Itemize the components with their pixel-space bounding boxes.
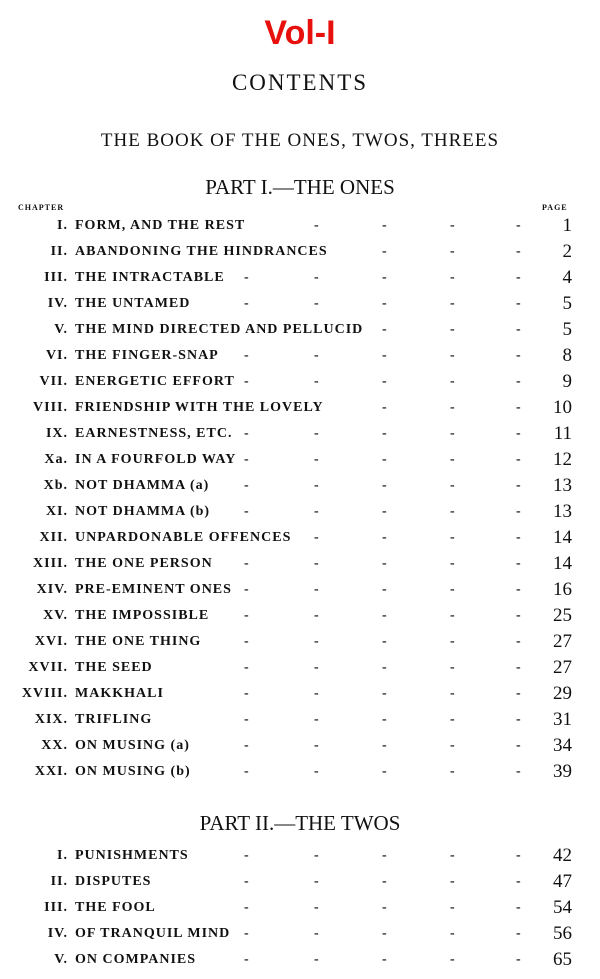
- leader-dash: -: [450, 764, 456, 779]
- leader-dash: -: [516, 874, 522, 889]
- page-number: 1: [562, 215, 572, 236]
- leader-dash: -: [382, 218, 388, 233]
- chapter-column-label: CHAPTER: [18, 203, 65, 212]
- leader-dash: -: [244, 874, 250, 889]
- leader-dash: -: [314, 218, 320, 233]
- leader-dash: -: [516, 322, 522, 337]
- toc-entry: [0, 897, 600, 926]
- toc-entry: [0, 371, 600, 400]
- leader-dash: -: [516, 952, 522, 967]
- chapter-number: XIV.: [36, 582, 68, 597]
- leader-dash: -: [516, 582, 522, 597]
- toc-entry: [0, 449, 600, 478]
- chapter-title: MAKKHALI: [75, 686, 164, 701]
- leader-dash: -: [382, 926, 388, 941]
- leader-dash: -: [244, 764, 250, 779]
- page-number: 56: [553, 923, 572, 944]
- leader-dash: -: [314, 952, 320, 967]
- leader-dash: -: [450, 322, 456, 337]
- leader-dash: -: [382, 374, 388, 389]
- leader-dash: -: [382, 952, 388, 967]
- leader-dash: -: [382, 608, 388, 623]
- part-title: PART I.—THE ONES: [205, 175, 395, 199]
- leader-dash: -: [450, 738, 456, 753]
- leader-dash: -: [244, 848, 250, 863]
- chapter-title: TRIFLING: [75, 712, 153, 727]
- leader-dash: -: [314, 478, 320, 493]
- toc-entry: [0, 345, 600, 374]
- leader-dash: -: [516, 504, 522, 519]
- leader-dash: -: [450, 874, 456, 889]
- leader-dash: -: [244, 348, 250, 363]
- leader-dash: -: [382, 848, 388, 863]
- leader-dash: -: [450, 296, 456, 311]
- page-number: 29: [553, 683, 572, 704]
- page-number: 8: [562, 345, 572, 366]
- leader-dash: -: [516, 712, 522, 727]
- chapter-title: THE INTRACTABLE: [75, 270, 225, 285]
- leader-dash: -: [450, 712, 456, 727]
- leader-dash: -: [314, 686, 320, 701]
- leader-dash: -: [450, 426, 456, 441]
- toc-entry: [0, 319, 600, 348]
- leader-dash: -: [314, 296, 320, 311]
- chapter-number: Xb.: [43, 478, 68, 493]
- leader-dash: -: [516, 738, 522, 753]
- leader-dash: -: [314, 848, 320, 863]
- chapter-number: XVII.: [28, 660, 68, 675]
- toc-entry: [0, 501, 600, 530]
- chapter-title: THE UNTAMED: [75, 296, 191, 311]
- chapter-number: VIII.: [33, 400, 68, 415]
- leader-dash: -: [314, 374, 320, 389]
- leader-dash: -: [450, 686, 456, 701]
- leader-dash: -: [516, 634, 522, 649]
- chapter-number: XII.: [39, 530, 68, 545]
- page-number: 34: [553, 735, 572, 756]
- leader-dash: -: [382, 712, 388, 727]
- leader-dash: -: [450, 900, 456, 915]
- leader-dash: -: [516, 348, 522, 363]
- toc-entry: [0, 527, 600, 556]
- leader-dash: -: [244, 374, 250, 389]
- leader-dash: -: [516, 400, 522, 415]
- contents-heading: CONTENTS: [231, 70, 369, 95]
- leader-dash: -: [382, 634, 388, 649]
- leader-dash: -: [450, 608, 456, 623]
- chapter-number: XV.: [43, 608, 68, 623]
- toc-entry: [0, 293, 600, 322]
- leader-dash: -: [450, 374, 456, 389]
- leader-dash: -: [244, 504, 250, 519]
- leader-dash: -: [382, 426, 388, 441]
- leader-dash: -: [450, 452, 456, 467]
- leader-dash: -: [244, 926, 250, 941]
- page-number: 25: [553, 605, 572, 626]
- page-number: 14: [553, 553, 572, 574]
- chapter-number: III.: [44, 900, 68, 915]
- chapter-number: V.: [54, 952, 68, 967]
- chapter-title: IN A FOURFOLD WAY: [75, 452, 237, 467]
- page-number: 42: [553, 845, 572, 866]
- chapter-number: XVIII.: [21, 686, 68, 701]
- chapter-title: EARNESTNESS, ETC.: [75, 426, 233, 441]
- toc-entry: [0, 871, 600, 900]
- leader-dash: -: [516, 244, 522, 259]
- leader-dash: -: [516, 926, 522, 941]
- leader-dash: -: [516, 426, 522, 441]
- leader-dash: -: [450, 634, 456, 649]
- leader-dash: -: [382, 738, 388, 753]
- toc-entry: [0, 475, 600, 504]
- chapter-number: IX.: [45, 426, 68, 441]
- leader-dash: -: [516, 478, 522, 493]
- toc-entry: [0, 423, 600, 452]
- chapter-number: I.: [57, 218, 68, 233]
- leader-dash: -: [244, 452, 250, 467]
- leader-dash: -: [516, 764, 522, 779]
- leader-dash: -: [382, 556, 388, 571]
- page-number: 10: [553, 397, 572, 418]
- toc-entry: [0, 579, 600, 608]
- leader-dash: -: [450, 660, 456, 675]
- toc-entry: [0, 735, 600, 764]
- page-number: 27: [553, 657, 572, 678]
- toc-entry: [0, 553, 600, 582]
- chapter-title: DISPUTES: [75, 874, 152, 889]
- page-number: 13: [553, 475, 572, 496]
- leader-dash: -: [314, 426, 320, 441]
- toc-entry: [0, 923, 600, 952]
- toc-entry: [0, 845, 600, 874]
- leader-dash: -: [244, 952, 250, 967]
- page-number: 11: [553, 423, 572, 444]
- volume-label: Vol-I: [264, 14, 336, 52]
- page-column-label: PAGE: [542, 203, 568, 212]
- chapter-number: XVI.: [34, 634, 68, 649]
- leader-dash: -: [516, 530, 522, 545]
- leader-dash: -: [516, 296, 522, 311]
- toc-entry: [0, 949, 600, 978]
- leader-dash: -: [450, 400, 456, 415]
- book-title: THE BOOK OF THE ONES, TWOS, THREES: [100, 130, 500, 151]
- leader-dash: -: [516, 556, 522, 571]
- leader-dash: -: [314, 712, 320, 727]
- page-number: 27: [553, 631, 572, 652]
- leader-dash: -: [314, 530, 320, 545]
- leader-dash: -: [244, 296, 250, 311]
- toc-entry: [0, 397, 600, 426]
- leader-dash: -: [450, 478, 456, 493]
- leader-dash: -: [382, 478, 388, 493]
- leader-dash: -: [244, 426, 250, 441]
- leader-dash: -: [244, 738, 250, 753]
- chapter-title: THE ONE PERSON: [75, 556, 213, 571]
- leader-dash: -: [450, 530, 456, 545]
- page-number: 13: [553, 501, 572, 522]
- leader-dash: -: [314, 452, 320, 467]
- chapter-number: Xa.: [44, 452, 68, 467]
- leader-dash: -: [450, 348, 456, 363]
- chapter-number: I.: [57, 848, 68, 863]
- leader-dash: -: [244, 478, 250, 493]
- leader-dash: -: [382, 764, 388, 779]
- leader-dash: -: [382, 900, 388, 915]
- page-number: 2: [562, 241, 572, 262]
- leader-dash: -: [516, 270, 522, 285]
- leader-dash: -: [450, 582, 456, 597]
- chapter-title: ON MUSING (b): [75, 764, 191, 779]
- leader-dash: -: [314, 582, 320, 597]
- chapter-title: ON MUSING (a): [75, 738, 190, 753]
- leader-dash: -: [382, 504, 388, 519]
- chapter-number: II.: [50, 244, 68, 259]
- chapter-title: FORM, AND THE REST: [75, 218, 246, 233]
- leader-dash: -: [314, 738, 320, 753]
- leader-dash: -: [382, 686, 388, 701]
- leader-dash: -: [314, 504, 320, 519]
- leader-dash: -: [314, 634, 320, 649]
- leader-dash: -: [450, 952, 456, 967]
- leader-dash: -: [244, 556, 250, 571]
- page-number: 47: [553, 871, 572, 892]
- leader-dash: -: [314, 348, 320, 363]
- chapter-title: THE FOOL: [75, 900, 156, 915]
- page-number: 12: [553, 449, 572, 470]
- leader-dash: -: [516, 374, 522, 389]
- chapter-title: ENERGETIC EFFORT: [75, 374, 235, 389]
- toc-entry: [0, 631, 600, 660]
- leader-dash: -: [382, 582, 388, 597]
- leader-dash: -: [382, 244, 388, 259]
- chapter-title: THE SEED: [75, 660, 153, 675]
- leader-dash: -: [244, 712, 250, 727]
- page-number: 54: [553, 897, 572, 918]
- leader-dash: -: [382, 452, 388, 467]
- leader-dash: -: [516, 686, 522, 701]
- leader-dash: -: [314, 660, 320, 675]
- toc-entry: [0, 709, 600, 738]
- leader-dash: -: [450, 556, 456, 571]
- leader-dash: -: [244, 634, 250, 649]
- leader-dash: -: [314, 556, 320, 571]
- leader-dash: -: [314, 764, 320, 779]
- chapter-title: THE FINGER-SNAP: [75, 348, 219, 363]
- leader-dash: -: [516, 218, 522, 233]
- chapter-number: XX.: [41, 738, 68, 753]
- leader-dash: -: [382, 348, 388, 363]
- leader-dash: -: [244, 270, 250, 285]
- toc-entry: [0, 761, 600, 790]
- page-number: 16: [553, 579, 572, 600]
- chapter-title: THE MIND DIRECTED AND PELLUCID: [75, 322, 364, 337]
- leader-dash: -: [314, 900, 320, 915]
- toc-entry: [0, 215, 600, 244]
- chapter-title: PUNISHMENTS: [75, 848, 189, 863]
- leader-dash: -: [516, 608, 522, 623]
- toc-entry: [0, 605, 600, 634]
- chapter-number: XI.: [45, 504, 68, 519]
- leader-dash: -: [450, 270, 456, 285]
- leader-dash: -: [516, 900, 522, 915]
- chapter-number: VI.: [45, 348, 68, 363]
- leader-dash: -: [244, 900, 250, 915]
- chapter-number: VII.: [39, 374, 68, 389]
- chapter-title: THE ONE THING: [75, 634, 202, 649]
- chapter-title: FRIENDSHIP WITH THE LOVELY: [75, 400, 324, 415]
- toc-entry: [0, 657, 600, 686]
- page-number: 4: [562, 267, 572, 288]
- toc-entry: [0, 683, 600, 712]
- part-title: PART II.—THE TWOS: [199, 811, 401, 835]
- chapter-number: V.: [54, 322, 68, 337]
- leader-dash: -: [450, 244, 456, 259]
- leader-dash: -: [244, 660, 250, 675]
- leader-dash: -: [382, 400, 388, 415]
- page-number: 9: [562, 371, 572, 392]
- chapter-title: ON COMPANIES: [75, 952, 197, 967]
- leader-dash: -: [314, 926, 320, 941]
- page-number: 65: [553, 949, 572, 970]
- page-number: 39: [553, 761, 572, 782]
- leader-dash: -: [244, 582, 250, 597]
- leader-dash: -: [450, 218, 456, 233]
- chapter-number: XIX.: [34, 712, 68, 727]
- leader-dash: -: [382, 270, 388, 285]
- leader-dash: -: [314, 608, 320, 623]
- leader-dash: -: [382, 296, 388, 311]
- leader-dash: -: [450, 926, 456, 941]
- leader-dash: -: [450, 504, 456, 519]
- chapter-title: THE IMPOSSIBLE: [75, 608, 210, 623]
- leader-dash: -: [244, 686, 250, 701]
- leader-dash: -: [516, 848, 522, 863]
- chapter-number: XIII.: [33, 556, 68, 571]
- leader-dash: -: [382, 322, 388, 337]
- toc-entry: [0, 267, 600, 296]
- chapter-number: XXI.: [34, 764, 68, 779]
- leader-dash: -: [382, 874, 388, 889]
- leader-dash: -: [314, 270, 320, 285]
- leader-dash: -: [244, 608, 250, 623]
- leader-dash: -: [516, 660, 522, 675]
- toc-entry: [0, 241, 600, 270]
- chapter-number: II.: [50, 874, 68, 889]
- page-number: 31: [553, 709, 572, 730]
- leader-dash: -: [314, 874, 320, 889]
- chapter-title: OF TRANQUIL MIND: [75, 926, 231, 941]
- chapter-title: PRE-EMINENT ONES: [75, 582, 232, 597]
- leader-dash: -: [382, 660, 388, 675]
- page-number: 5: [562, 319, 572, 340]
- chapter-title: UNPARDONABLE OFFENCES: [75, 530, 292, 545]
- leader-dash: -: [382, 530, 388, 545]
- chapter-title: ABANDONING THE HINDRANCES: [75, 244, 328, 259]
- leader-dash: -: [450, 848, 456, 863]
- chapter-number: IV.: [47, 296, 68, 311]
- chapter-number: IV.: [47, 926, 68, 941]
- chapter-title: NOT DHAMMA (a): [75, 478, 210, 493]
- leader-dash: -: [516, 452, 522, 467]
- chapter-number: III.: [44, 270, 68, 285]
- page-number: 5: [562, 293, 572, 314]
- page-number: 14: [553, 527, 572, 548]
- chapter-title: NOT DHAMMA (b): [75, 504, 211, 519]
